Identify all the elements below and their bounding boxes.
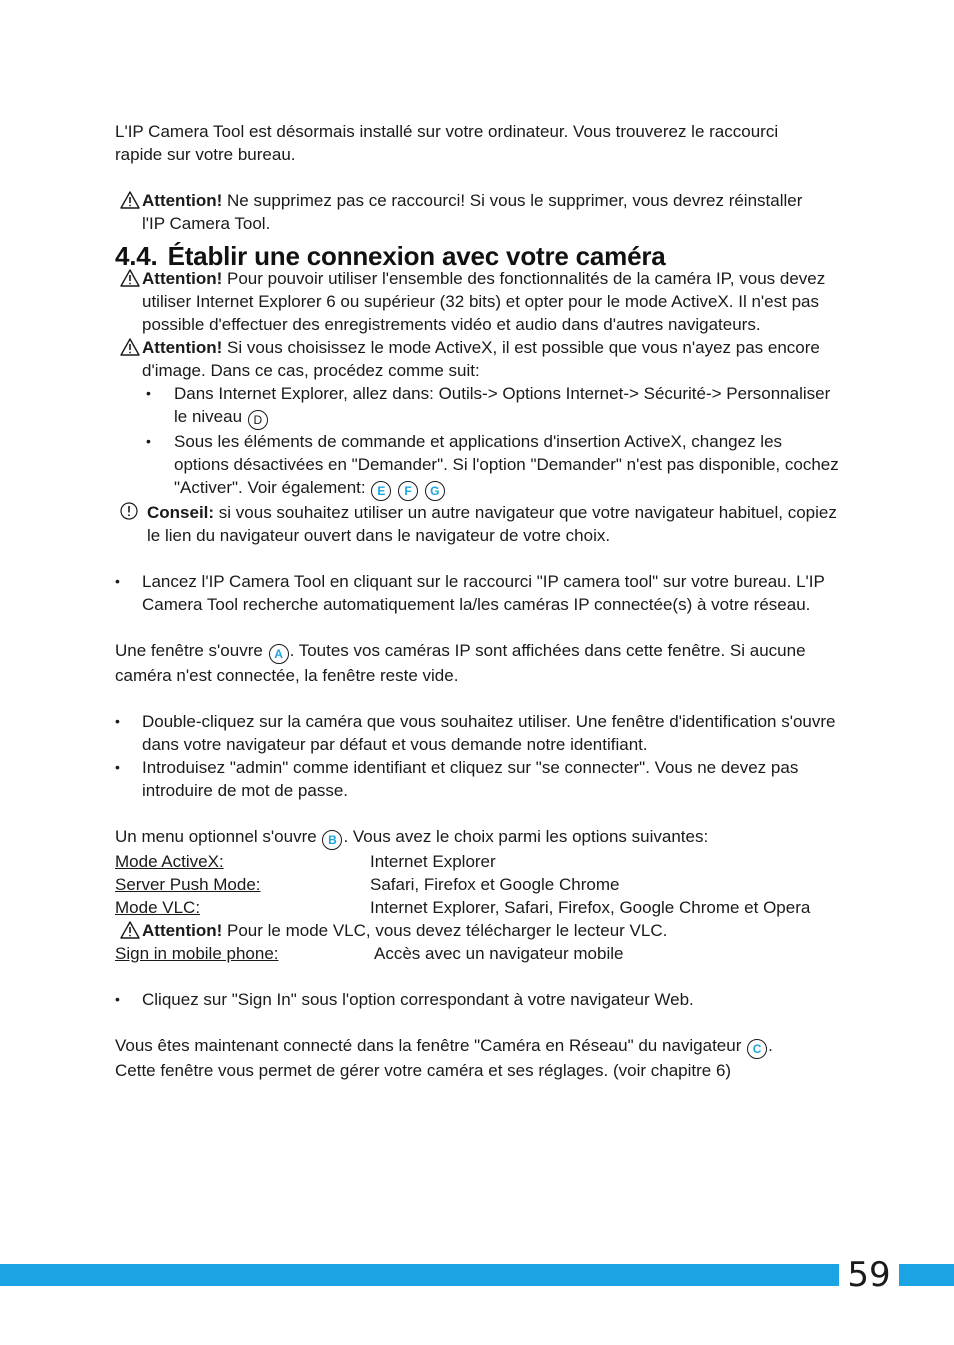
- tip-text: si vous souhaitez utiliser un autre navigateur que votre navigateur habituel, copiez le lien du navigateur ouvert dans le navigateur de votre choix.: [147, 503, 837, 545]
- callout-badge: D: [248, 410, 268, 430]
- option-row: [115, 873, 840, 896]
- section-title: Établir une connexion avec votre caméra: [167, 241, 666, 271]
- list-item-text: Dans Internet Explorer, allez dans: Outils-> Options Internet-> Sécurité-> Personnaliser le niveau: [174, 384, 831, 426]
- warning-activex: [115, 336, 840, 501]
- option-value: Internet Explorer: [370, 852, 496, 871]
- page-number: 59: [838, 1256, 900, 1294]
- list-item: • Lancez l'IP Camera Tool en cliquant sur le raccourci "IP camera tool" sur votre bureau. L'IP Camera Tool recherche automatiquement la/les caméras IP connectée(s) à votre réseau.: [115, 570, 840, 616]
- callout-badge: E: [371, 481, 391, 501]
- option-value: Safari, Firefox et Google Chrome: [370, 875, 620, 894]
- warning-text: Pour le mode VLC, vous devez télécharger le lecteur VLC.: [222, 921, 668, 940]
- page-content: [115, 120, 840, 1082]
- menu-paragraph: [115, 825, 840, 850]
- warning-label: Attention!: [142, 191, 223, 210]
- paragraph-text: .: [768, 1036, 773, 1055]
- list-item-text: Sous les éléments de commande et applications d'insertion ActiveX, changez les options désactivées en "Demander". Si l'option "Demander" n'est pas disponible, cochez "Activer". Voir également:: [174, 432, 839, 497]
- list-item: • Double-cliquez sur la caméra que vous souhaitez utiliser. Une fenêtre d'identification s'ouvre dans votre navigateur par défaut et vous demande notre identifiant.: [115, 710, 840, 756]
- paragraph-text: . Vous avez le choix parmi les options suivantes:: [343, 827, 709, 846]
- paragraph-text: Une fenêtre s'ouvre: [115, 641, 268, 660]
- tip-label: Conseil:: [147, 503, 215, 522]
- callout-badge: A: [269, 644, 289, 664]
- option-key: Mode VLC:: [115, 898, 201, 917]
- intro-line-2: rapide sur votre bureau.: [115, 145, 296, 164]
- warning-text-2: l'IP Camera Tool.: [142, 214, 271, 233]
- warning-icon: [120, 191, 140, 209]
- callout-badge: C: [747, 1039, 767, 1059]
- warning-icon: [120, 269, 140, 287]
- warning-icon: [120, 921, 140, 939]
- section-number: 4.4.: [115, 241, 158, 271]
- option-key: Sign in mobile phone:: [115, 944, 279, 963]
- warning-icon: [120, 338, 140, 356]
- warning-text: Pour pouvoir utiliser l'ensemble des fonctionnalités de la caméra IP, vous devez utiliser Internet Explorer 6 ou supérieur (32 bits) et opter pour le mode ActiveX. Il n'est pas possible d'effectuer des enregistrements vidéo et audio dans d'autres navigateurs.: [142, 269, 826, 334]
- launch-steps: [115, 570, 840, 616]
- warning-shortcut: [115, 189, 840, 235]
- warning-browser: [115, 267, 840, 336]
- footer-bar: [0, 1264, 954, 1286]
- intro-paragraph: [115, 120, 840, 166]
- warning-label: Attention!: [142, 921, 223, 940]
- list-item: • Introduisez "admin" comme identifiant et cliquez sur "se connecter". Vous ne devez pas introduire de mot de passe.: [115, 756, 840, 802]
- option-value: Internet Explorer, Safari, Firefox, Google Chrome et Opera: [370, 898, 811, 917]
- login-steps: [115, 710, 840, 802]
- warning-text: Ne supprimez pas ce raccourci! Si vous le supprimer, vous devrez réinstaller: [222, 191, 803, 210]
- exclamation-circle-icon: [120, 502, 138, 520]
- option-row: [115, 896, 840, 919]
- intro-line-1: L'IP Camera Tool est désormais installé sur votre ordinateur. Vous trouverez le raccourci: [115, 122, 779, 141]
- paragraph-text: . Toutes vos caméras IP sont affichées dans cette fenêtre. Si aucune caméra n'est connectée, la fenêtre reste vide.: [115, 641, 806, 685]
- option-value: Accès avec un navigateur mobile: [374, 944, 624, 963]
- warning-label: Attention!: [142, 269, 223, 288]
- paragraph-text: Vous êtes maintenant connecté dans la fenêtre "Caméra en Réseau" du navigateur: [115, 1036, 747, 1055]
- warning-label: Attention!: [142, 338, 223, 357]
- list-item: [174, 382, 840, 430]
- paragraph-text: Cette fenêtre vous permet de gérer votre caméra et ses réglages. (voir chapitre 6): [115, 1061, 732, 1080]
- callout-badge: G: [425, 481, 445, 501]
- list-item: • Cliquez sur "Sign In" sous l'option correspondant à votre navigateur Web.: [115, 988, 840, 1011]
- paragraph-text: Un menu optionnel s'ouvre: [115, 827, 322, 846]
- option-row: [115, 942, 840, 965]
- option-row: [115, 850, 840, 873]
- window-open-paragraph: [115, 639, 840, 687]
- option-key: Server Push Mode:: [115, 875, 261, 894]
- warning-vlc: [115, 919, 840, 942]
- option-key: Mode ActiveX:: [115, 852, 224, 871]
- callout-badge: F: [398, 481, 418, 501]
- tip-note: [115, 501, 840, 547]
- connected-paragraph: [115, 1034, 840, 1082]
- activex-steps: [174, 382, 840, 501]
- callout-badge: B: [322, 830, 342, 850]
- warning-text: Si vous choisissez le mode ActiveX, il est possible que vous n'ayez pas encore d'image. Dans ce cas, procédez comme suit:: [142, 338, 820, 380]
- list-item: [174, 430, 840, 501]
- signin-steps: [115, 988, 840, 1011]
